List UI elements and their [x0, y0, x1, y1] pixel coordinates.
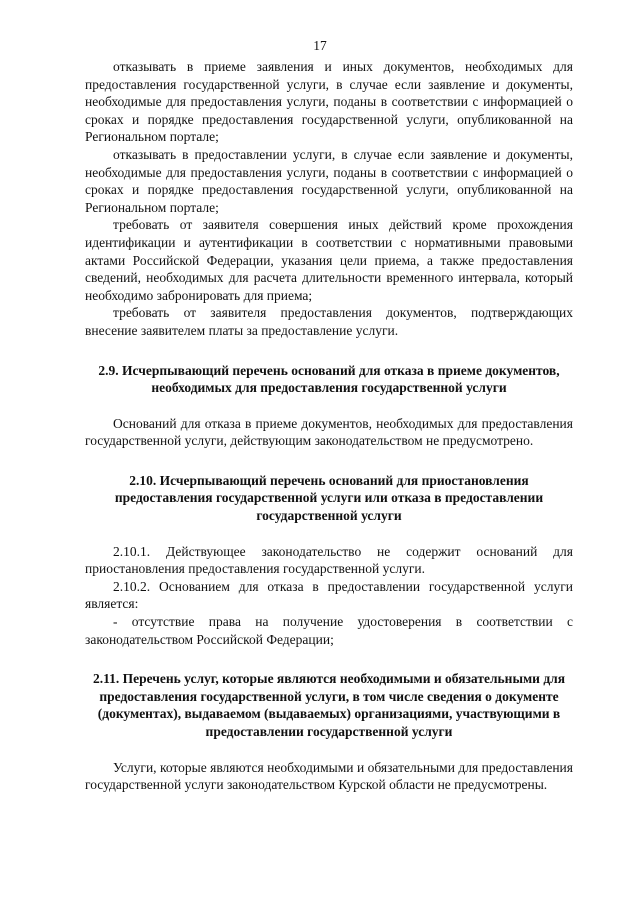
paragraph-require-actions: требовать от заявителя совершения иных действий кроме прохождения идентификации и аутентификации в соответствии с нормативными правовыми актами Российской Федерации, указания цели приема, а также предоставления сведений, необходимых для расчета длительности временного интервала, который необходимо забронировать для приема; [85, 217, 573, 303]
section-heading-2-10: 2.10. Исчерпывающий перечень оснований для приостановления предоставления государственной услуги или отказа в предоставлении государственной услуги [114, 472, 544, 524]
document-body [85, 58, 573, 794]
section-heading-2-11: 2.11. Перечень услуг, которые являются необходимыми и обязательными для предоставления государственной услуги, в том числе сведения о документе (документах), выдаваемом (выдаваемых) организациями, участвующими в предоставлении государственной услуги [92, 671, 566, 739]
paragraph-2-10-2: 2.10.2. Основанием для отказа в предоставлении государственной услуги является: [85, 578, 573, 612]
page-number: 17 [313, 38, 327, 53]
paragraph-refuse-acceptance: отказывать в приеме заявления и иных документов, необходимых для предоставления государственной услуги, в случае если заявление и документы, необходимые для предоставления услуги, поданы в соответствии с информацией о сроках и порядке предоставления государственной услуги, опубликованной на Региональном портале; [85, 59, 573, 145]
section-heading-2-9: 2.9. Исчерпывающий перечень оснований для отказа в приеме документов, необходимых для предоставления государственной услуги [98, 362, 560, 396]
paragraph-no-right: - отсутствие права на получение удостоверения в соответствии с законодательством Российской Федерации; [85, 614, 573, 647]
paragraph-refuse-service: отказывать в предоставлении услуги, в случае если заявление и документы, необходимые для предоставления услуги, поданы в соответствии с информацией о сроках и порядке предоставления государственной услуги, опубликованной на Региональном портале; [85, 146, 573, 215]
paragraph-2-10-1: 2.10.1. Действующее законодательство не содержит оснований для приостановления предоставления государственной услуги. [85, 543, 573, 577]
paragraph-require-payment-docs: требовать от заявителя предоставления документов, подтверждающих внесение заявителем платы за предоставление услуги. [85, 305, 573, 338]
paragraph-no-required-services: Услуги, которые являются необходимыми и обязательными для предоставления государственной услуги законодательством Курской области не предусмотрены. [85, 759, 573, 793]
paragraph-no-refusal-grounds: Оснований для отказа в приеме документов, необходимых для предоставления государственной услуги, действующим законодательством не предусмотрено. [85, 415, 573, 449]
